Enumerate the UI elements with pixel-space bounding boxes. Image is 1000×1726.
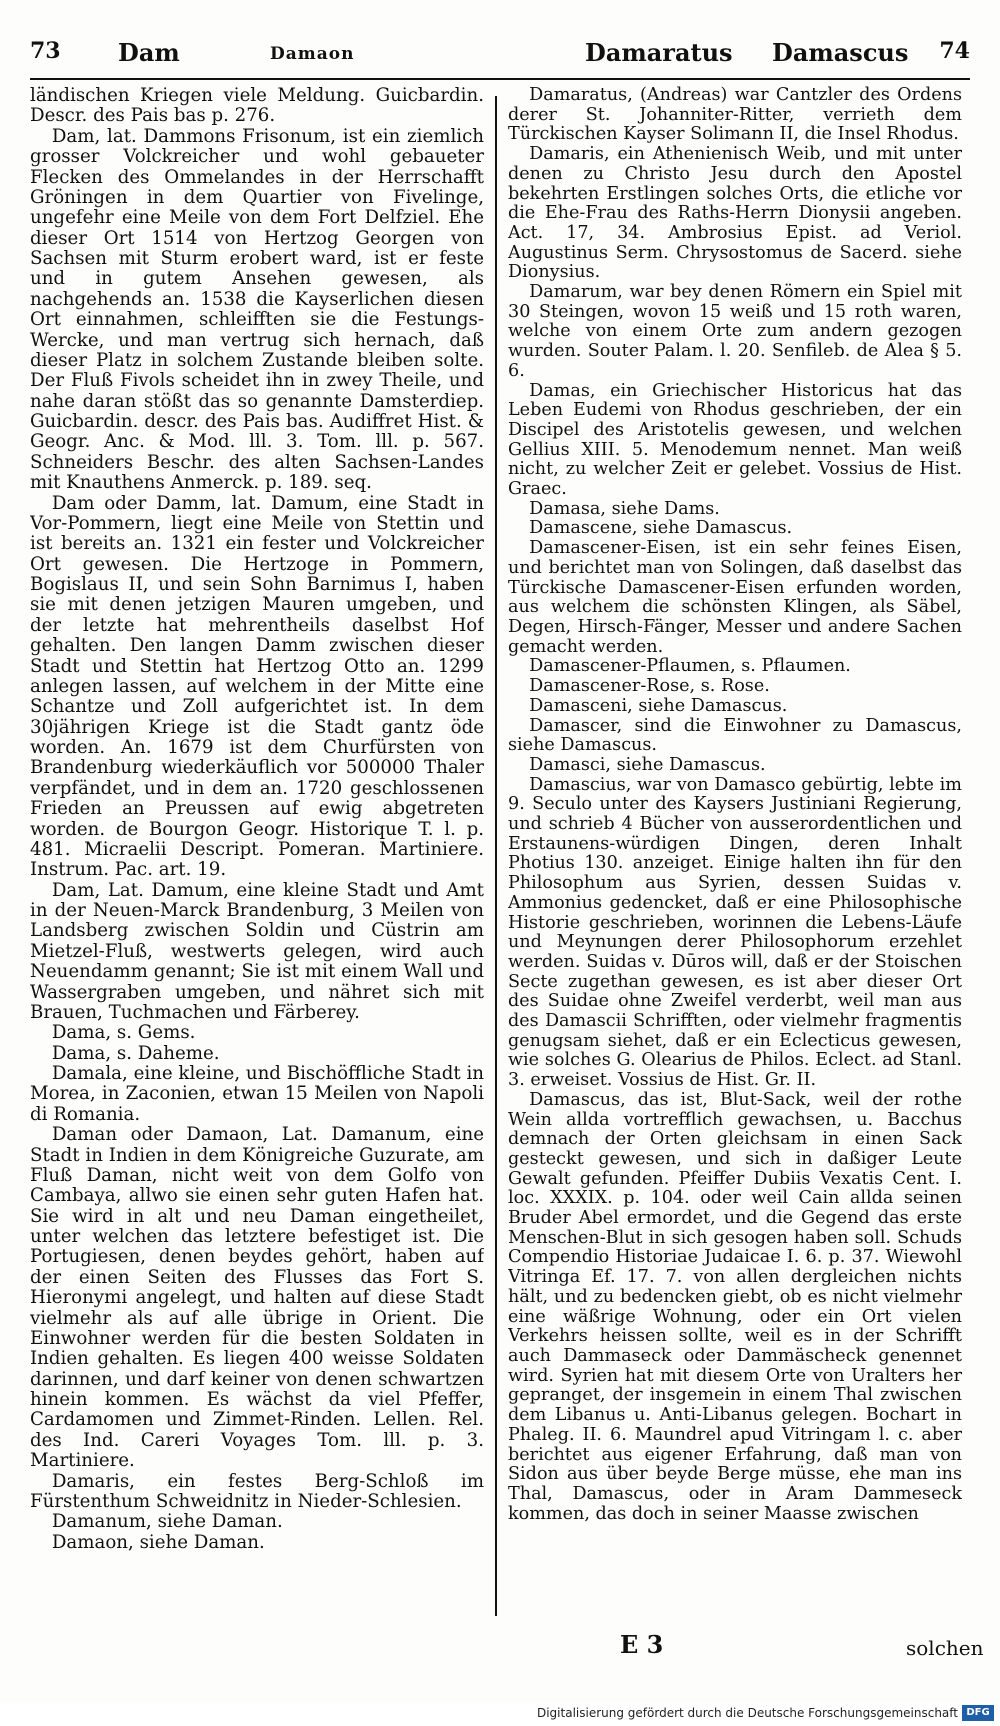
entry-damaris: Damaris, ein Athenienisch Weib, und mit unter denen zu Christo Jesu durch den Apostel bekehrten Erstlingen solches Orts, die etliche vor die Ehe-Frau des Raths-Herrn Dionysii angeben. Act. 17, 34. Ambrosius Epist. ad Veriol. Augustinus Serm. Chrysostomus de Sacerd. siehe Dionysius. bbox=[508, 144, 962, 283]
entry-damala: Damala, eine kleine, und Bischöffliche Stadt in Morea, in Zaconien, etwan 15 Meilen von Napoli di Romania. bbox=[30, 1063, 484, 1125]
left-keyword-2: Damaon bbox=[270, 44, 355, 64]
dfg-logo-icon: DFG bbox=[962, 1705, 994, 1721]
catchword: solchen bbox=[906, 1636, 984, 1660]
page-number: 74 bbox=[939, 38, 970, 64]
header-rule bbox=[30, 78, 970, 80]
page-marker: 73 bbox=[30, 38, 61, 64]
entry-damascener-rose: Damascener-Rose, s. Rose. bbox=[529, 676, 770, 697]
left-keyword-1: Dam bbox=[118, 38, 180, 67]
entry-dam-neumarck: Dam, Lat. Damum, eine kleine Stadt und Amt in der Neuen-Marck Brandenburg, 3 Meilen von Landsberg zwischen Soldin und Cüstrin am Mietzel-Fluß, westwerts gelegen, wird auch Neuendamm genannt; Sie ist mit einem Wall und Wassergraben umgeben, und nähret sich mit Brauen, Tuchmachen und Färberey. bbox=[30, 879, 484, 1023]
entry-dama-daheme: Dama, s. Daheme. bbox=[51, 1042, 220, 1064]
entry-damascener-pflaumen: Damascener-Pflaumen, s. Pflaumen. bbox=[529, 656, 851, 677]
entry-damascius: Damascius, war von Damasco gebürtig, lebte im 9. Seculo unter des Kaysers Justiniani Regierung, und schrieb 4 Bücher von ausserordentlichen und Erstaunens-würdigen Dingen, deren Inhalt Photius 130. anzeiget. Einige halten ihn für den Philosophum aus Syrien, dessen Suidas v. Ammonius gedencket, daß er eine Philosophische Historie geschrieben, worinnen die Lebens-Läufe und Meynungen derer Philosophorum erzehlet werden. Suidas v. Dūros will, daß er der Stoischen Secte zugethan gewesen, es ist aber dieser Ort des Suidae ohne Zweifel verderbt, weil man aus des Damascii Schrifften, oder vielmehr fragmentis genugsam siehet, daß er ein Eclecticus gewesen, wie solches G. Olearius de Philos. Eclect. ad Stanl. 3. erweiset. Vossius de Hist. Gr. II. bbox=[508, 774, 962, 1091]
right-column bbox=[508, 86, 962, 1641]
entry-damascer: Damascer, sind die Einwohner zu Damascus, siehe Damascus. bbox=[508, 715, 962, 756]
entry-dam-frisonum: Dam, lat. Dammons Frisonum, ist ein ziemlich grosser Volckreicher und wohl gebaueter Flecken des Ommelandes in der Herrschafft Gröningen in dem Quartier von Fivelinge, ungefehr eine Meile von dem Fort Delfziel. Ehe dieser Ort 1514 von Hertzog Georgen von Sachsen mit Sturm erobert ward, ist er feste und in gutem Ansehen gewesen, als nachgehends an. 1538 die Kayserlichen diesen Ort einnahmen, schleifften sie die Festungs-Wercke, und man vertrug sich hernach, daß dieser Platz in solchem Zustande bleiben solte. Der Fluß Fivols scheidet ihn in zwey Theile, und nahe daran stößt das so genannte Damsterdiep. Guicbardin. descr. des Pais bas. Audiffret Hist. & Geogr. Anc. & Mod. lll. 3. Tom. lll. p. 567. Schneiders Beschr. des alten Sachsen-Landes mit Knauthens Anmerck. p. 189. seq. bbox=[30, 125, 484, 494]
entry-dam-pommern: Dam oder Damm, lat. Damum, eine Stadt in Vor-Pommern, liegt eine Meile von Stettin und ist bereits an. 1321 ein fester und Volckreicher Ort gewesen. Die Hertzoge in Pommern, Bogislaus II, und sein Sohn Barnimus I, haben sie mit denen jetzigen Mauren umgeben, und der letzte hat mehrentheils daselbst Hof gehalten. Den langen Damm zwischen dieser Stadt und Stettin hat Hertzog Otto an. 1299 anlegen lassen, auf welchem in der Mitte eine Schantze und Zoll aufgerichtet ist. In dem 30jährigen Kriege ist die Stadt gantz öde worden. An. 1679 ist dem Churfürsten von Brandenburg wiederkäuflich vor 500000 Thaler verpfändet, und in dem an. 1720 geschlossenen Frieden an Preussen auf ewig abgetreten worden. de Bourgon Geogr. Historique T. l. p. 481. Micraelii Descript. Pomeran. Martiniere. Instrum. Pac. art. 19. bbox=[30, 492, 484, 881]
entry-dama-gems: Dama, s. Gems. bbox=[51, 1022, 196, 1044]
entry-damarum: Damarum, war bey denen Römern ein Spiel mit 30 Steingen, wovon 15 weiß und 15 roth waren, welche von einem Orte zum andern gezogen wurden. Souter Palam. l. 20. Senfileb. de Alea § 5. 6. bbox=[508, 282, 962, 381]
entry-damascener-eisen: Damascener-Eisen, ist ein sehr feines Eisen, und berichtet man von Solingen, daß daselbst das Türckische Damascener-Eisen erfunden worden, aus welchem die schönsten Klingen, als Säbel, Degen, Hirsch-Fänger, Messer und andere Sachen gemacht werden. bbox=[508, 538, 962, 657]
entry-damaris-schloss: Damaris, ein festes Berg-Schloß im Fürstenthum Schweidnitz in Nieder-Schlesien. bbox=[30, 1470, 484, 1512]
column-rule bbox=[495, 96, 497, 1616]
entry-damascus: Damascus, das ist, Blut-Sack, weil der rothe Wein allda vortrefflich gewachsen, u. Bacchus demnach der Orten gleichsam in einen Sack gesteckt gewesen, und sich in daßiger Leute Gewalt gefunden. Pfeiffer Dubiis Vexatis Cent. I. loc. XXXIX. p. 104. oder weil Cain allda seinen Bruder Abel ermordet, und die Gegend das erste Menschen-Blut in sich gesogen haben soll. Schuds Compendio Historiae Judaicae I. 6. p. 37. Wiewohl Vitringa Ef. 17. 7. von allen dergleichen nichts hält, und zu bedencken giebt, ob es nicht vielmehr eine wäßrige Wohnung, oder ein Ort vielen Verkehrs heissen sollte, weil es in der Schrifft auch Dammaseck oder Dammäscheck genennet wird. Syrien hat mit diesem Orte von Uralters her gepranget, der insgemein in einem Thal zwischen dem Libanus u. Anti-Libanus gelegen. Bochart in Phaleg. II. 6. Maundrel apud Vitringam l. c. aber berichtet aus eigener Erfahrung, daß man von Sidon aus über beyde Berge müsse, ehe man ins Thal, Damascus, oder in Aram Dammeseck kommen, das doch in seiner Maasse zwischen bbox=[508, 1089, 962, 1524]
entry-damas: Damas, ein Griechischer Historicus hat das Leben Eudemi von Rhodus geschrieben, der ein Discipel des Aristotelis gewesen, und welchen Gellius XIII. 5. Menodemum nennet. Man weiß nicht, zu welcher Zeit er gelebet. Vossius de Hist. Graec. bbox=[508, 380, 962, 500]
entry-damasceni: Damasceni, siehe Damascus. bbox=[529, 695, 788, 716]
digitization-notice: Digitalisierung gefördert durch die Deutsche Forschungsgemeinschaft bbox=[536, 1706, 958, 1720]
left-column bbox=[30, 86, 484, 1621]
entry-continuation: ländischen Kriegen viele Meldung. Guicbardin. Descr. des Pais bas p. 276. bbox=[30, 86, 484, 127]
right-keyword-2: Damascus bbox=[772, 38, 909, 67]
entry-damanum: Damanum, siehe Daman. bbox=[51, 1511, 283, 1533]
entry-damaon: Damaon, siehe Daman. bbox=[51, 1531, 265, 1553]
running-header bbox=[30, 38, 970, 74]
entry-damaratus: Damaratus, (Andreas) war Cantzler des Ordens derer St. Johanniter-Ritter, verrieth dem Türckischen Kayser Solimann II, die Insel Rhodus. bbox=[508, 86, 962, 145]
entry-daman: Daman oder Damaon, Lat. Damanum, eine Stadt in Indien in dem Königreiche Guzurate, am Fluß Daman, nicht weit von dem Golfo von Cambaya, allwo sie einen sehr guten Hafen hat. Sie wird in alt und neu Daman eingetheilet, unter welchen das letztere befestiget ist. Die Portugiesen, denen beydes gehört, haben auf der einen Seiten des Flusses das Fort S. Hieronymi angelegt, und halten auf diese Stadt vielmehr als auf alle übrige in Orient. Die Einwohner werden für die besten Soldaten in Indien gehalten. Es liegen 400 weisse Soldaten darinnen, und darf keiner von denen schwartzen hinein kommen. Es wächst da viel Pfeffer, Cardamomen und Zimmet-Rinden. Lellen. Rel. des Ind. Careri Voyages Tom. lll. p. 3. Martiniere. bbox=[30, 1124, 484, 1472]
entry-damasa: Damasa, siehe Dams. bbox=[529, 498, 720, 519]
footer-bar bbox=[0, 1702, 1000, 1726]
entry-damasci: Damasci, siehe Damascus. bbox=[529, 754, 766, 775]
right-keyword-1: Damaratus bbox=[585, 38, 733, 67]
signature-mark: E 3 bbox=[620, 1630, 664, 1659]
entry-damascene: Damascene, siehe Damascus. bbox=[529, 518, 793, 539]
